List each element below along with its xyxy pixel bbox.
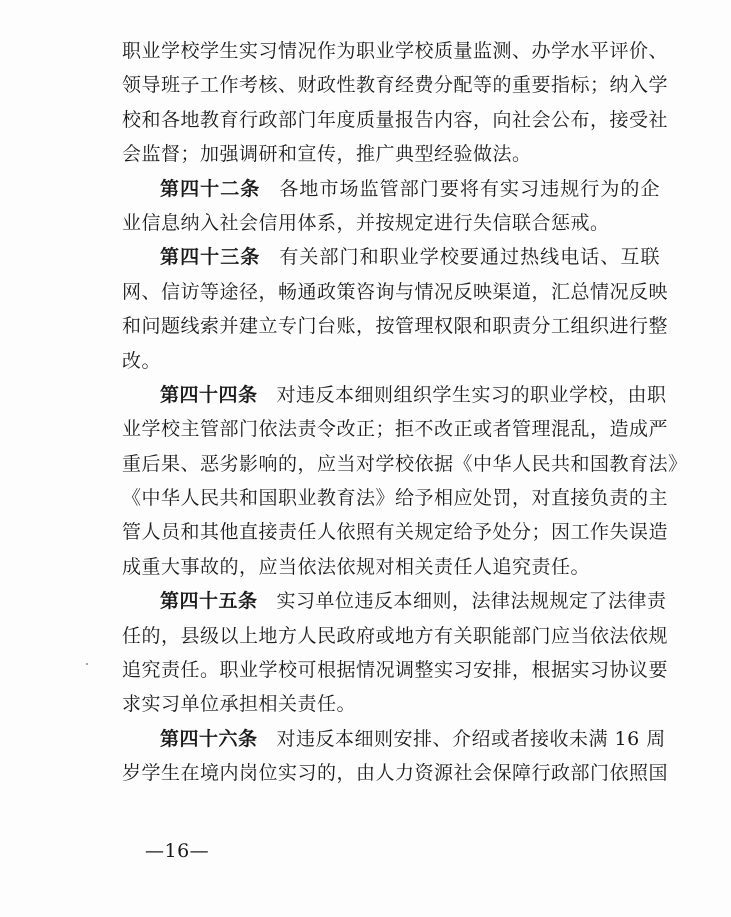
- text-line: 任的，县级以上地方人民政府或地方有关职能部门应当依法依规: [122, 624, 669, 647]
- scan-speck: [86, 663, 88, 665]
- paragraph-article-42: [122, 172, 660, 241]
- text-span: 对违反本细则组织学生实习的职业学校，由职: [276, 383, 667, 406]
- text-line: 重后果、恶劣影响的，应当对学校依据《中华人民共和国教育法》: [122, 452, 688, 475]
- text-line: 成重大事故的，应当依法依规对相关责任人追究责任。: [122, 555, 591, 578]
- paragraph-article-45: [122, 584, 669, 722]
- text-line: 求实习单位承担相关责任。: [122, 693, 357, 716]
- text-line: 和问题线索并建立专门台账，按管理权限和职责分工组织进行整: [122, 315, 669, 338]
- article-number: 第四十六条: [160, 727, 258, 750]
- text-line: [122, 722, 666, 756]
- text-line: 《中华人民共和国职业教育法》给予相应处罚，对直接负责的主: [122, 487, 669, 510]
- text-line: [122, 584, 667, 618]
- text-line: 追究责任。职业学校可根据情况调整实习安排，根据实习协议要: [122, 659, 669, 682]
- text-line: 领导班子工作考核、财政性教育经费分配等的重要指标；纳入学: [122, 74, 669, 97]
- text-line: [122, 378, 667, 412]
- text-line: 岁学生在境内岗位实习的，由人力资源社会保障行政部门依照国: [122, 762, 669, 785]
- text-span: 对违反本细则安排、介绍或者接收未满 16 周: [276, 727, 666, 750]
- text-line: 管人员和其他直接责任人依照有关规定给予处分；因工作失误造: [122, 521, 669, 544]
- article-number: 第四十二条: [160, 177, 261, 200]
- document-body: [122, 34, 688, 791]
- text-line: 改。: [122, 349, 162, 372]
- text-span: 实习单位违反本细则，法律法规规定了法律责: [276, 590, 667, 613]
- paragraph-article-44: [122, 378, 688, 584]
- text-line: 校和各地教育行政部门年度质量报告内容，向社会公布，接受社: [122, 108, 669, 131]
- text-line: [122, 240, 660, 274]
- text-line: 业学校主管部门依法责令改正；拒不改正或者管理混乱，造成严: [122, 418, 669, 441]
- text-line: 职业学校学生实习情况作为职业学校质量监测、办学水平评价、: [122, 40, 669, 62]
- text-span: 有关部门和职业学校要通过热线电话、互联: [279, 246, 660, 269]
- article-number: 第四十三条: [160, 246, 261, 269]
- text-line: 业信息纳入社会信用体系，并按规定进行失信联合惩戒。: [122, 211, 610, 234]
- paragraph-article-43: [122, 240, 669, 378]
- text-span: 各地市场监管部门要将有实习违规行为的企: [279, 177, 660, 200]
- page-number: —16—: [145, 840, 210, 862]
- article-number: 第四十四条: [160, 383, 258, 406]
- text-line: 网、信访等途径，畅通政策咨询与情况反映渠道，汇总情况反映: [122, 280, 669, 303]
- paragraph-article-46: [122, 722, 669, 791]
- article-number: 第四十五条: [160, 590, 258, 613]
- paragraph: [122, 34, 669, 172]
- text-line: [122, 172, 660, 206]
- text-line: 会监督；加强调研和宣传，推广典型经验做法。: [122, 143, 532, 166]
